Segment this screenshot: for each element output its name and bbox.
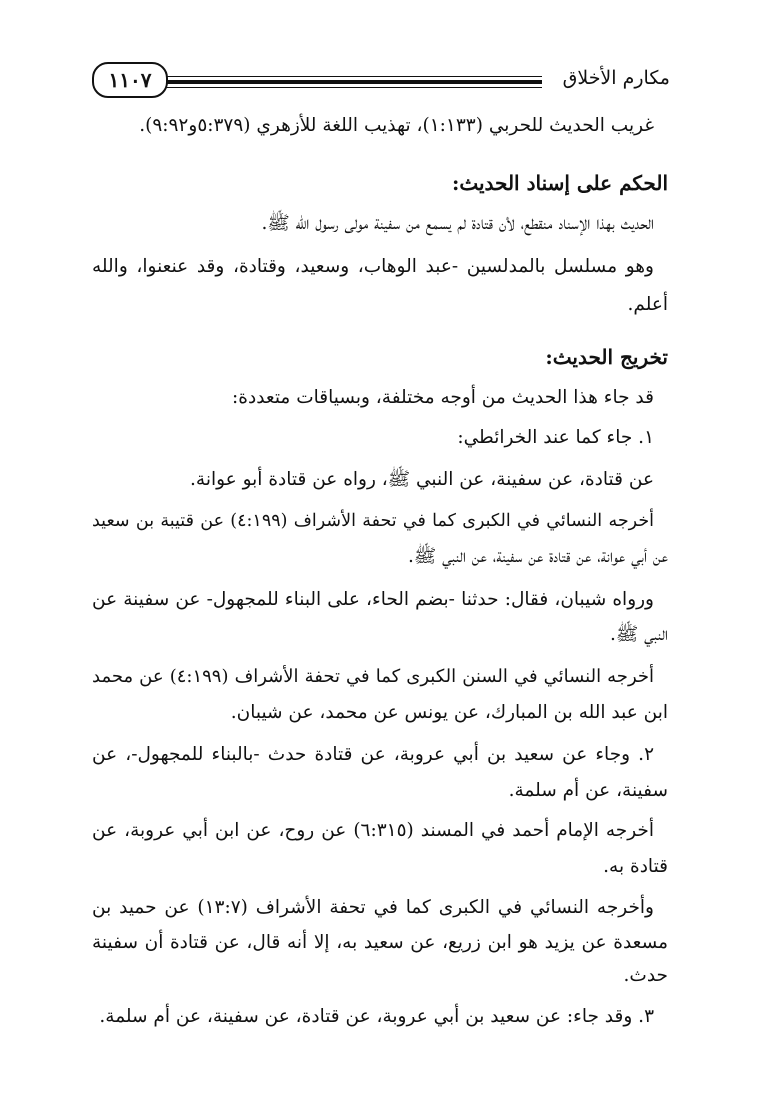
- paragraph-line: أخرجه الإمام أحمد في المسند (٦:٣١٥) عن روح، عن ابن أبي عروبة، عن: [92, 820, 655, 841]
- paragraph-line: وأخرجه النسائي في الكبرى كما في تحفة الأشراف (١٣:٧) عن حميد بن: [92, 897, 654, 918]
- paragraph-line: قد جاء هذا الحديث من أوجه مختلفة، وبسياقات متعددة:: [232, 387, 654, 408]
- section-heading-takhrij: تخريج الحديث:: [545, 345, 668, 369]
- paragraph-line: حدث.: [623, 965, 668, 986]
- running-header: [92, 62, 670, 102]
- paragraph-line: سفينة، عن أم سلمة.: [508, 780, 668, 801]
- paragraph-line: أخرجه النسائي في السنن الكبرى كما في تحفة الأشراف (٤:١٩٩) عن محمد: [92, 666, 654, 687]
- list-item-title: ٢. وجاء عن سعيد بن أبي عروبة، عن قتادة حدث -بالبناء للمجهول-، عن: [92, 744, 654, 765]
- page-number: ١١٠٧: [92, 62, 168, 98]
- list-item-title: ١. جاء كما عند الخرائطي:: [457, 427, 654, 448]
- paragraph-line: أخرجه النسائي في الكبرى كما في تحفة الأشراف (٤:١٩٩) عن قتيبة بن سعيد: [92, 511, 654, 531]
- list-item-title: ٣. وقد جاء: عن سعيد بن أبي عروبة، عن قتادة، عن سفينة، عن أم سلمة.: [99, 1006, 654, 1027]
- section-heading-hukm: الحكم على إسناد الحديث:: [451, 171, 668, 195]
- paragraph-line: أعلم.: [627, 294, 668, 315]
- paragraph-line: عن قتادة، عن سفينة، عن النبي ﷺ، رواه عن قتادة أبو عوانة.: [190, 469, 654, 490]
- paragraph-line: ابن عبد الله بن المبارك، عن يونس عن محمد، عن شيبان.: [230, 702, 668, 723]
- paragraph-line: الحديث بهذا الإسناد منقطع، لأن قتادة لم يسمع من سفينة مولى رسول الله ﷺ.: [261, 213, 654, 234]
- paragraph-line: ورواه شيبان، فقال: حدثنا -بضم الحاء، على البناء للمجهول- عن سفينة عن: [92, 589, 654, 610]
- paragraph-line: قتادة به.: [603, 856, 668, 877]
- paragraph-line: عن أبي عوانة، عن قتادة عن سفينة، عن النبي ﷺ.: [407, 546, 668, 567]
- paragraph-line: وهو مسلسل بالمدلسين -عبد الوهاب، وسعيد، وقتادة، وقد عنعنوا، والله: [92, 256, 654, 277]
- reference-line: غريب الحديث للحربي (١:١٣٣)، تهذيب اللغة للأزهري (٥:٣٧٩و٩:٩٢).: [139, 115, 654, 136]
- book-title: مكارم الأخلاق: [562, 67, 670, 89]
- paragraph-line: مسعدة عن يزيد هو ابن زريع، عن سعيد به، إلا أنه قال، عن قتادة أن سفينة: [92, 932, 668, 953]
- header-rule: [162, 76, 542, 88]
- paragraph-line: النبي ﷺ.: [610, 624, 668, 645]
